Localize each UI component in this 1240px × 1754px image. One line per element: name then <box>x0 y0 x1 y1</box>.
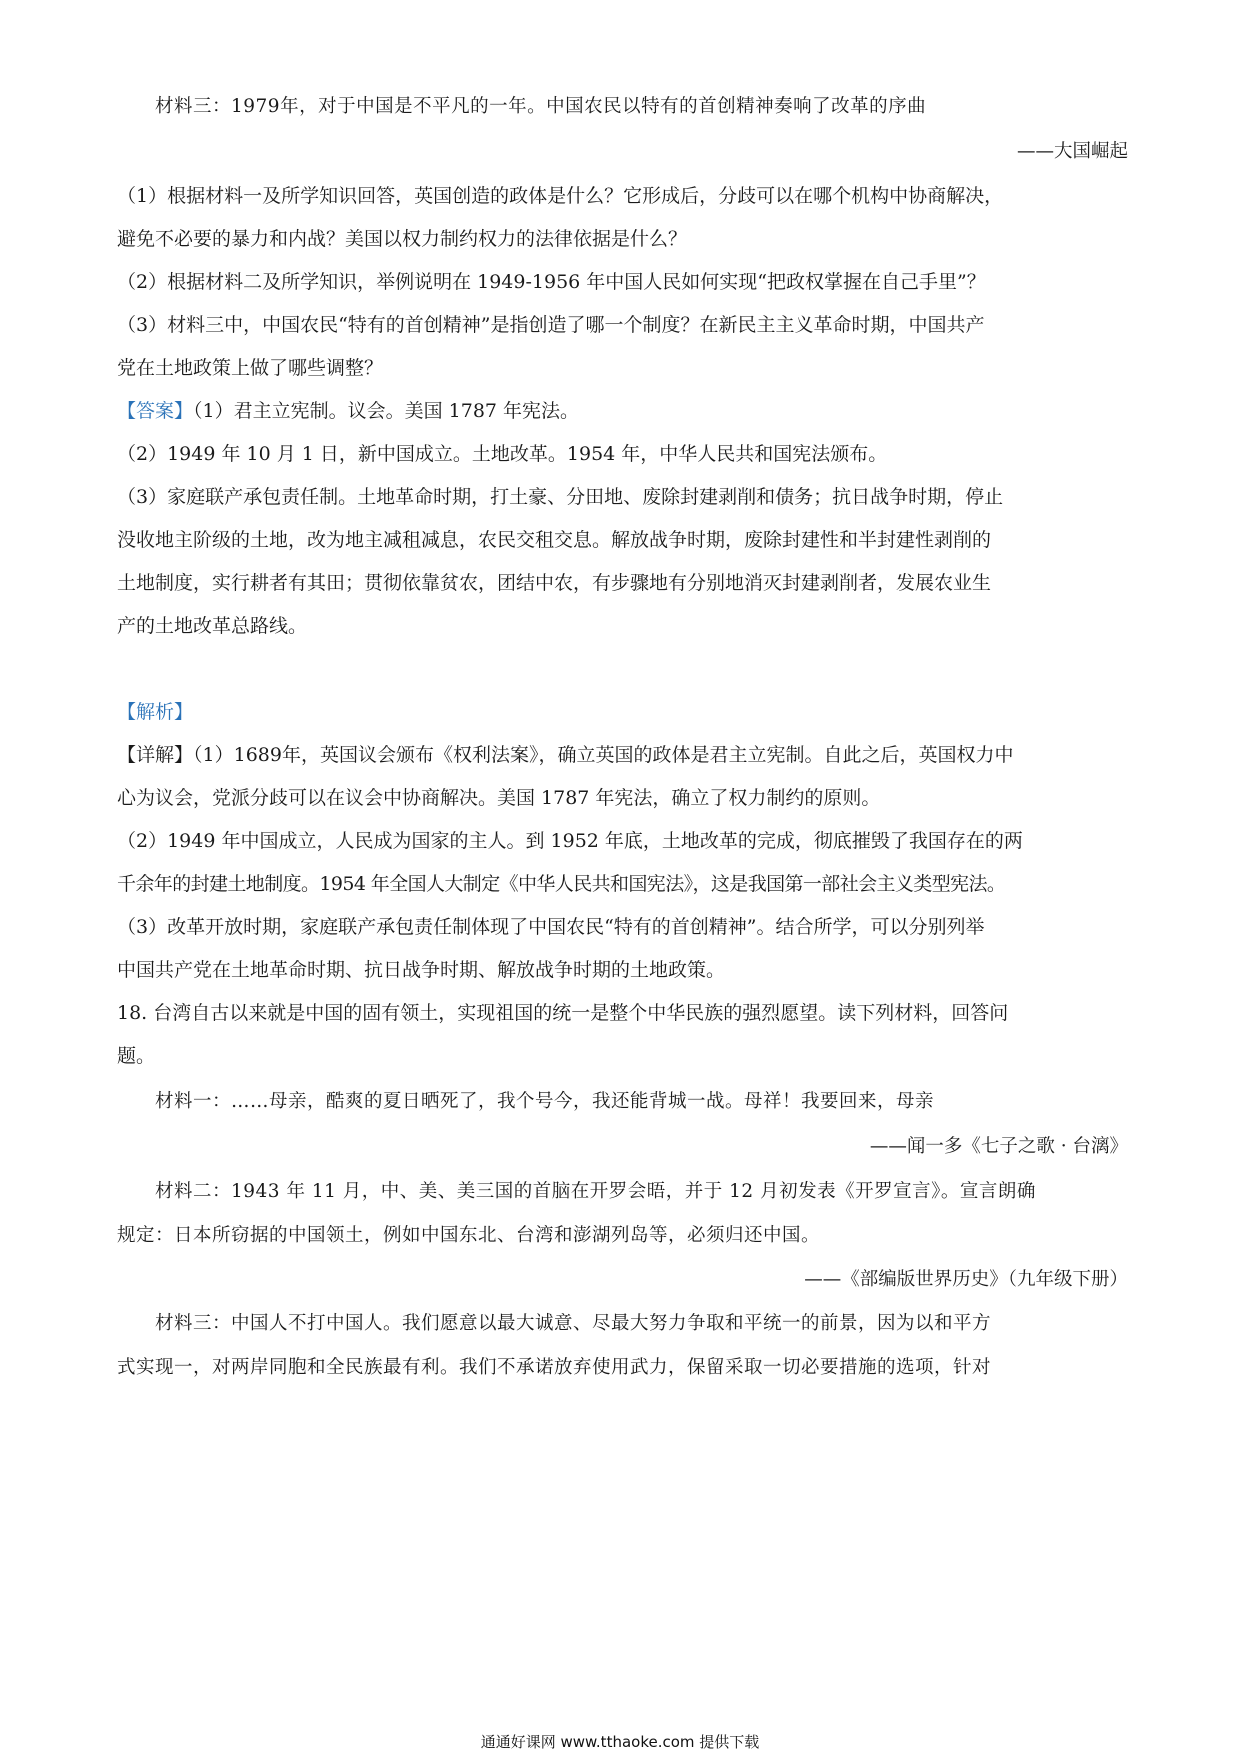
q18-material1: 材料一：……母亲，酷爽的夏日晒死了，我个号今，我还能背城一战。母祥！我要回来，母亲 <box>155 1091 935 1112</box>
q17-detail2-line2: 千余年的封建土地制度。1954 年全国人大制定《中华人民共和国宪法》，这是我国第一部社会主义类型宪法。 <box>117 873 1006 895</box>
q17-answer3-line1: （3）家庭联产承包责任制。土地革命时期，打土豪、分田地、废除封建剥削和债务；抗日战争时期，停止 <box>117 486 1004 508</box>
q18-stem-line1: 18. 台湾自古以来就是中国的固有领土，实现祖国的统一是整个中华民族的强烈愿望。读下列材料，回答问 <box>117 1002 1009 1024</box>
q17-answer3-line4: 产的土地改革总路线。 <box>117 615 308 637</box>
answer-1: （1）君主立宪制。议会。美国 1787 年宪法。 <box>193 400 580 422</box>
answer-tag: 【答案】 <box>117 400 194 422</box>
analysis-tag: 【解析】 <box>117 701 194 723</box>
q17-answer2: （2）1949 年 10 月 1 日，新中国成立。土地改革。1954 年，中华人民共和国宪法颁布。 <box>117 443 888 465</box>
q17-question3-line1: （3）材料三中，中国农民“特有的首创精神”是指创造了哪一个制度？在新民主主义革命时期，中国共产 <box>117 314 985 336</box>
q18-material2-source: ——《部编版世界历史》（九年级下册） <box>804 1269 1128 1290</box>
q18-stem-line2: 题。 <box>117 1045 156 1067</box>
q18-material1-source: ——闻一多《七子之歌 · 台漓》 <box>869 1136 1128 1157</box>
detail1-text: （1）1689年，英国议会颁布《权利法案》，确立英国的政体是君主立宪制。自此之后，英国权力中 <box>193 744 1014 766</box>
q17-material3: 材料三：1979年，对于中国是不平凡的一年。中国农民以特有的首创精神奏响了改革的序曲 <box>155 96 927 117</box>
detail-tag: 【详解】 <box>117 744 194 766</box>
q18-material2-line2: 规定：日本所窃据的中国领土，例如中国东北、台湾和澎湖列岛等，必须归还中国。 <box>117 1225 821 1246</box>
q18-material3-line1: 材料三：中国人不打中国人。我们愿意以最大诚意、尽最大努力争取和平统一的前景，因为以和平方 <box>155 1313 992 1334</box>
q17-detail3-line2: 中国共产党在土地革命时期、抗日战争时期、解放战争时期的土地政策。 <box>117 959 726 981</box>
q17-answer3-line3: 土地制度，实行耕者有其田；贯彻依靠贫农，团结中农，有步骤地有分别地消灭封建剥削者，发展农业生 <box>117 572 992 594</box>
q17-question1-line2: 避免不必要的暴力和内战？美国以权力制约权力的法律依据是什么？ <box>117 228 688 250</box>
page-footer: 通通好课网 www.tthaoke.com 提供下载 <box>480 1733 760 1751</box>
q17-question3-line2: 党在土地政策上做了哪些调整？ <box>117 357 384 379</box>
q17-answer-line1 <box>117 399 579 423</box>
q17-question1-line1: （1）根据材料一及所学知识回答，英国创造的政体是什么？它形成后，分歧可以在哪个机构中协商解决， <box>117 185 1004 207</box>
q17-detail3-line1: （3）改革开放时期，家庭联产承包责任制体现了中国农民“特有的首创精神”。结合所学，可以分别列举 <box>117 916 985 938</box>
q17-answer3-line2: 没收地主阶级的土地，改为地主减租减息，农民交租交息。解放战争时期，废除封建性和半封建性剥削的 <box>117 529 992 551</box>
q17-material3-source: ——大国崛起 <box>1016 141 1128 162</box>
q17-detail1-line1 <box>117 743 1013 767</box>
q17-question2: （2）根据材料二及所学知识，举例说明在 1949-1956 年中国人民如何实现“把政权掌握在自己手里”？ <box>117 271 986 293</box>
q17-detail1-line2: 心为议会，党派分歧可以在议会中协商解决。美国 1787 年宪法，确立了权力制约的原则。 <box>117 787 881 809</box>
q17-detail2-line1: （2）1949 年中国成立，人民成为国家的主人。到 1952 年底，土地改革的完成，彻底摧毁了我国存在的两 <box>117 830 1023 852</box>
q18-material2-line1: 材料二：1943 年 11 月，中、美、美三国的首脑在开罗会晤，并于 12 月初发表《开罗宣言》。宣言朗确 <box>155 1181 1036 1202</box>
q18-material3-line2: 式实现一，对两岸同胞和全民族最有利。我们不承诺放弃使用武力，保留采取一切必要措施的选项，针对 <box>117 1357 992 1378</box>
